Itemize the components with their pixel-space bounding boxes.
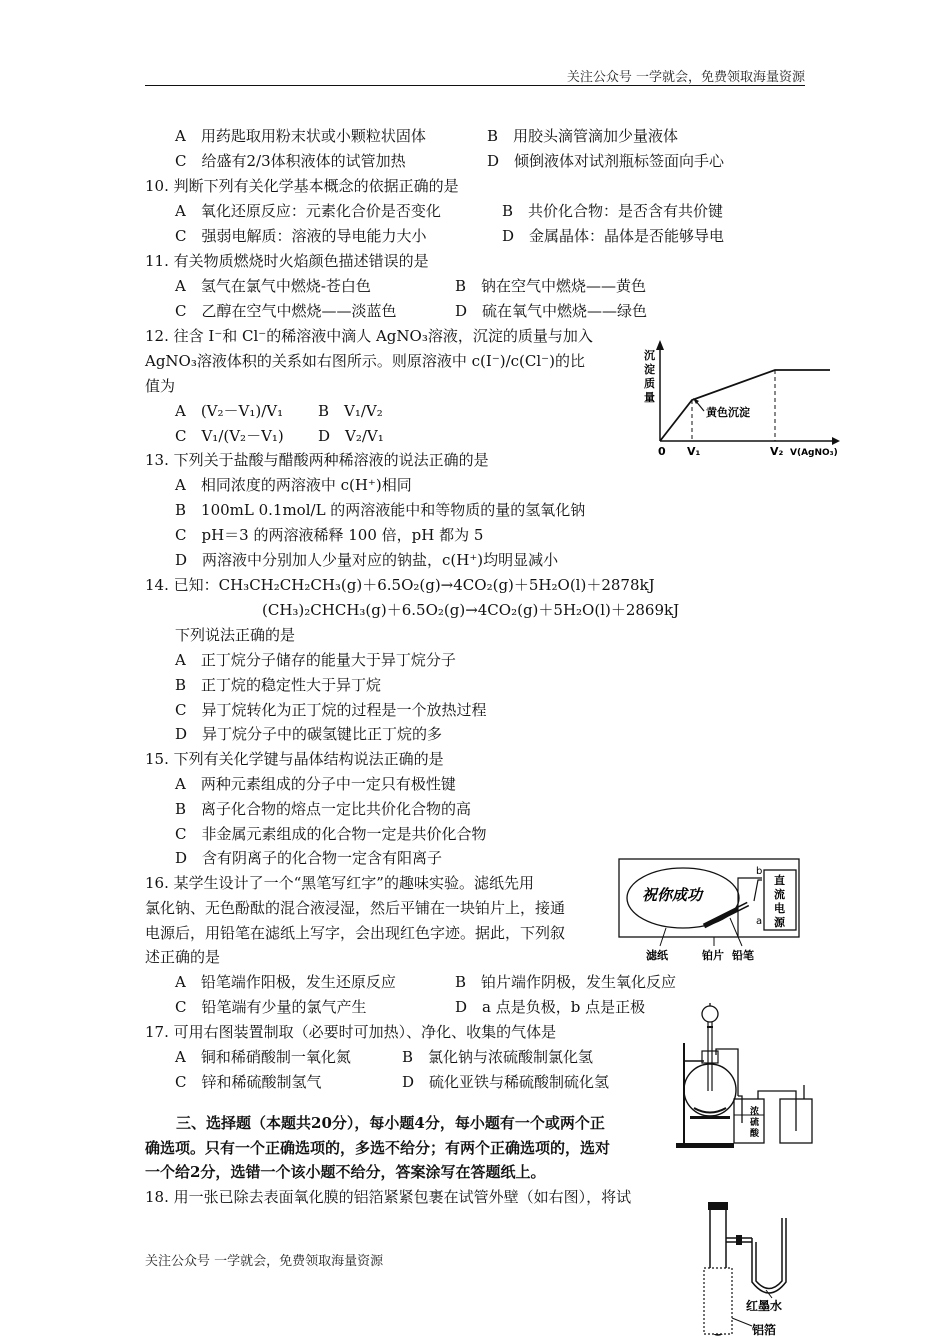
q17-funnel-bulb	[702, 1006, 718, 1022]
q12-ylabel-3: 质	[644, 377, 655, 390]
section3-line1: 三、选择题（本题共20分），每小题4分，每小题有一个或两个正	[176, 1114, 605, 1132]
q18-ink-label: 红墨水	[746, 1299, 783, 1313]
q17-acid-label-3: 酸	[750, 1129, 760, 1139]
q17-acid-label-1: 浓	[750, 1107, 760, 1117]
q12-stem-line3: 值为	[145, 377, 176, 395]
q16-filter-label: 滤纸	[646, 949, 668, 962]
q11-option-d: D 硫在氧气中燃烧——绿色	[455, 302, 648, 320]
q16-option-a: A 铅笔端作阳极，发生还原反应	[175, 973, 396, 991]
section3-line2: 确选项。只有一个正确选项的，多选不给分；有两个正确选项的，选对	[145, 1139, 611, 1157]
q16-electrolysis-figure	[618, 858, 800, 964]
q12-stem-line1: 12. 往含 I⁻和 Cl⁻的稀溶液中滴人 AgNO₃溶液，沉淀的质量与加入	[145, 327, 593, 345]
q16-stem-line1: 16. 某学生设计了一个“黑笔写红字”的趣味实验。滤纸先用	[145, 874, 534, 892]
q17-option-d: D 硫化亚铁与稀硫酸制硫化氢	[402, 1073, 610, 1091]
q17-gas-apparatus	[672, 1003, 820, 1151]
q9-option-b: B 用胶头滴管滴加少量液体	[487, 127, 679, 145]
q12-ylabel-4: 量	[644, 391, 655, 404]
q13-stem: 13. 下列关于盐酸与醋酸两种稀溶液的说法正确的是	[145, 451, 489, 469]
q10-option-a: A 氧化还原反应：元素化合价是否变化	[175, 202, 441, 220]
q18-foil-apparatus	[696, 1198, 806, 1344]
q16-label-b: b	[756, 866, 763, 877]
q10-stem: 10. 判断下列有关化学基本概念的依据正确的是	[145, 177, 459, 195]
q16-option-b: B 铂片端作阴极，发生氧化反应	[455, 973, 677, 991]
q18-ink-pointer	[766, 1290, 772, 1298]
q12-option-b: B V₁/V₂	[318, 402, 383, 420]
q12-option-c: C V₁/(V₂－V₁)	[175, 427, 284, 445]
q11-stem: 11. 有关物质燃烧时火焰颜色描述错误的是	[145, 252, 429, 270]
q16-stem-line4: 述正确的是	[145, 948, 221, 966]
q14-option-d: D 异丁烷分子中的碳氢键比正丁烷的多	[175, 725, 443, 743]
q17-option-c: C 锌和稀硫酸制氢气	[175, 1073, 322, 1091]
q12-origin-label: 0	[658, 445, 666, 458]
q16-power-label-2: 流	[774, 888, 785, 901]
q17-acid-label-2: 硫	[750, 1118, 760, 1128]
q17-inlet-tube	[738, 1096, 742, 1123]
q17-delivery-tube	[716, 1049, 738, 1096]
q15-stem: 15. 下列有关化学键与晶体结构说法正确的是	[145, 750, 444, 768]
q16-wire-a	[754, 880, 762, 901]
q17-option-a: A 铜和稀硝酸制一氧化氮	[175, 1048, 351, 1066]
q11-option-c: C 乙醇在空气中燃烧——淡蓝色	[175, 302, 397, 320]
q12-option-d: D V₂/V₁	[318, 427, 384, 445]
q16-power-label-4: 源	[774, 916, 785, 929]
q17-option-b: B 氯化钠与浓硫酸制氯化氢	[402, 1048, 594, 1066]
q15-option-a: A 两种元素组成的分子中一定只有极性键	[175, 775, 456, 793]
q11-option-b: B 钠在空气中燃烧——黄色	[455, 277, 647, 295]
q16-label-a: a	[756, 916, 763, 927]
q16-pointer-pencil	[730, 918, 742, 946]
q16-power-label-1: 直	[774, 874, 785, 887]
q12-annotation-label: 黄色沉淀	[706, 406, 750, 419]
section3-line3: 一个给2分，选错一个该小题不给分，答案涂写在答题纸上。	[145, 1163, 546, 1181]
q9-option-d: D 倾倒液体对试剂瓶标签面向手心	[487, 152, 725, 170]
q12-option-a: A (V₂－V₁)/V₁	[175, 402, 284, 420]
q10-option-d: D 金属晶体：晶体是否能够导电	[502, 227, 725, 245]
q18-foil-pointer	[732, 1318, 752, 1326]
q17-flask-liquid	[694, 1108, 726, 1113]
q13-option-d: D 两溶液中分别加人少量对应的钠盐，c(H⁺)均明显减小	[175, 551, 559, 569]
q12-x-arrow	[832, 437, 840, 445]
q13-option-a: A 相同浓度的两溶液中 c(H⁺)相同	[175, 476, 412, 494]
q14-lead: 下列说法正确的是	[175, 626, 296, 644]
q12-ylabel-2: 淀	[644, 363, 655, 376]
q11-option-a: A 氢气在氯气中燃烧-苍白色	[175, 277, 371, 295]
q17-wash-bottle	[734, 1099, 764, 1143]
q15-option-c: C 非金属元素组成的化合物一定是共价化合物	[175, 825, 487, 843]
q16-stem-line3: 电源后，用铅笔在滤纸上写字，会出现红色字迹。据此，下列叙	[145, 924, 566, 942]
q17-flask	[684, 1064, 736, 1116]
q18-foil-label: 铝箔	[752, 1323, 777, 1337]
q17-stem: 17. 可用右图装置制取（必要时可加热）、净化、收集的气体是	[145, 1023, 557, 1041]
q15-option-b: B 离子化合物的熔点一定比共价化合物的高	[175, 800, 472, 818]
q16-option-d: D a 点是负极，b 点是正极	[455, 998, 646, 1016]
q13-option-b: B 100mL 0.1mol/L 的两溶液能中和等物质的量的氢氧化钠	[175, 501, 586, 519]
header-rule	[145, 85, 805, 86]
q14-equation-2: (CH₃)₂CHCH₃(g)＋6.5O₂(g)→4CO₂(g)＋5H₂O(l)＋2869kJ	[262, 601, 680, 619]
q16-option-c: C 铅笔端有少量的氯气产生	[175, 998, 367, 1016]
q9-option-c: C 给盛有2/3体积液体的试管加热	[175, 152, 406, 170]
q18-aluminum-foil	[704, 1268, 732, 1334]
q9-option-a: A 用药匙取用粉末状或小颗粒状固体	[175, 127, 426, 145]
q12-v2-label: V₂	[770, 445, 784, 458]
q10-option-c: C 强弱电解质：溶液的导电能力大小	[175, 227, 427, 245]
q16-platinum-label: 铂片	[702, 949, 724, 962]
q14-option-c: C 异丁烷转化为正丁烷的过程是一个放热过程	[175, 701, 487, 719]
q12-ylabel-1: 沉	[644, 349, 655, 362]
page-footer: 关注公众号 一学就会，免费领取海量资源	[145, 1254, 384, 1269]
q17-stand-base	[676, 1143, 734, 1148]
q17-gauze	[690, 1116, 730, 1119]
q15-option-d: D 含有阴离子的化合物一定含有阳离子	[175, 849, 443, 867]
q12-v1-label: V₁	[687, 445, 701, 458]
q16-power-label-3: 电	[774, 902, 785, 915]
q10-option-b: B 共价化合物：是否含有共价键	[502, 202, 724, 220]
q18-u-tube-inner	[756, 1218, 782, 1289]
q16-pencil-label: 铅笔	[732, 949, 754, 962]
q14-option-b: B 正丁烷的稳定性大于异丁烷	[175, 676, 382, 694]
q12-xlabel: V(AgNO₃)	[790, 448, 838, 458]
q18-stem: 18. 用一张已除去表面氧化膜的铝箔紧紧包裹在试管外壁（如右图），将试	[145, 1188, 632, 1206]
q18-clip	[736, 1235, 742, 1245]
q12-stem-line2: AgNO₃溶液体积的关系如右图所示。则原溶液中 c(I⁻)/c(Cl⁻)的比	[145, 352, 585, 370]
q14-option-a: A 正丁烷分子储存的能量大于异丁烷分子	[175, 651, 456, 669]
page-header: 关注公众号 一学就会，免费领取海量资源	[566, 70, 805, 85]
q12-precipitate-graph	[640, 338, 840, 460]
q14-stem: 14. 已知：CH₃CH₂CH₂CH₃(g)＋6.5O₂(g)→4CO₂(g)＋5H₂O(l)＋2878kJ	[145, 576, 655, 594]
q16-stem-line2: 氯化钠、无色酚酞的混合液浸湿，然后平铺在一块铂片上，接通	[145, 899, 566, 917]
q12-y-arrow	[656, 340, 664, 350]
q16-written-words: 祝你成功	[642, 886, 703, 904]
q16-pencil-highlight	[738, 901, 754, 909]
q18-stopper	[708, 1202, 728, 1210]
q13-option-c: C pH＝3 的两溶液稀释 100 倍，pH 都为 5	[175, 526, 484, 544]
